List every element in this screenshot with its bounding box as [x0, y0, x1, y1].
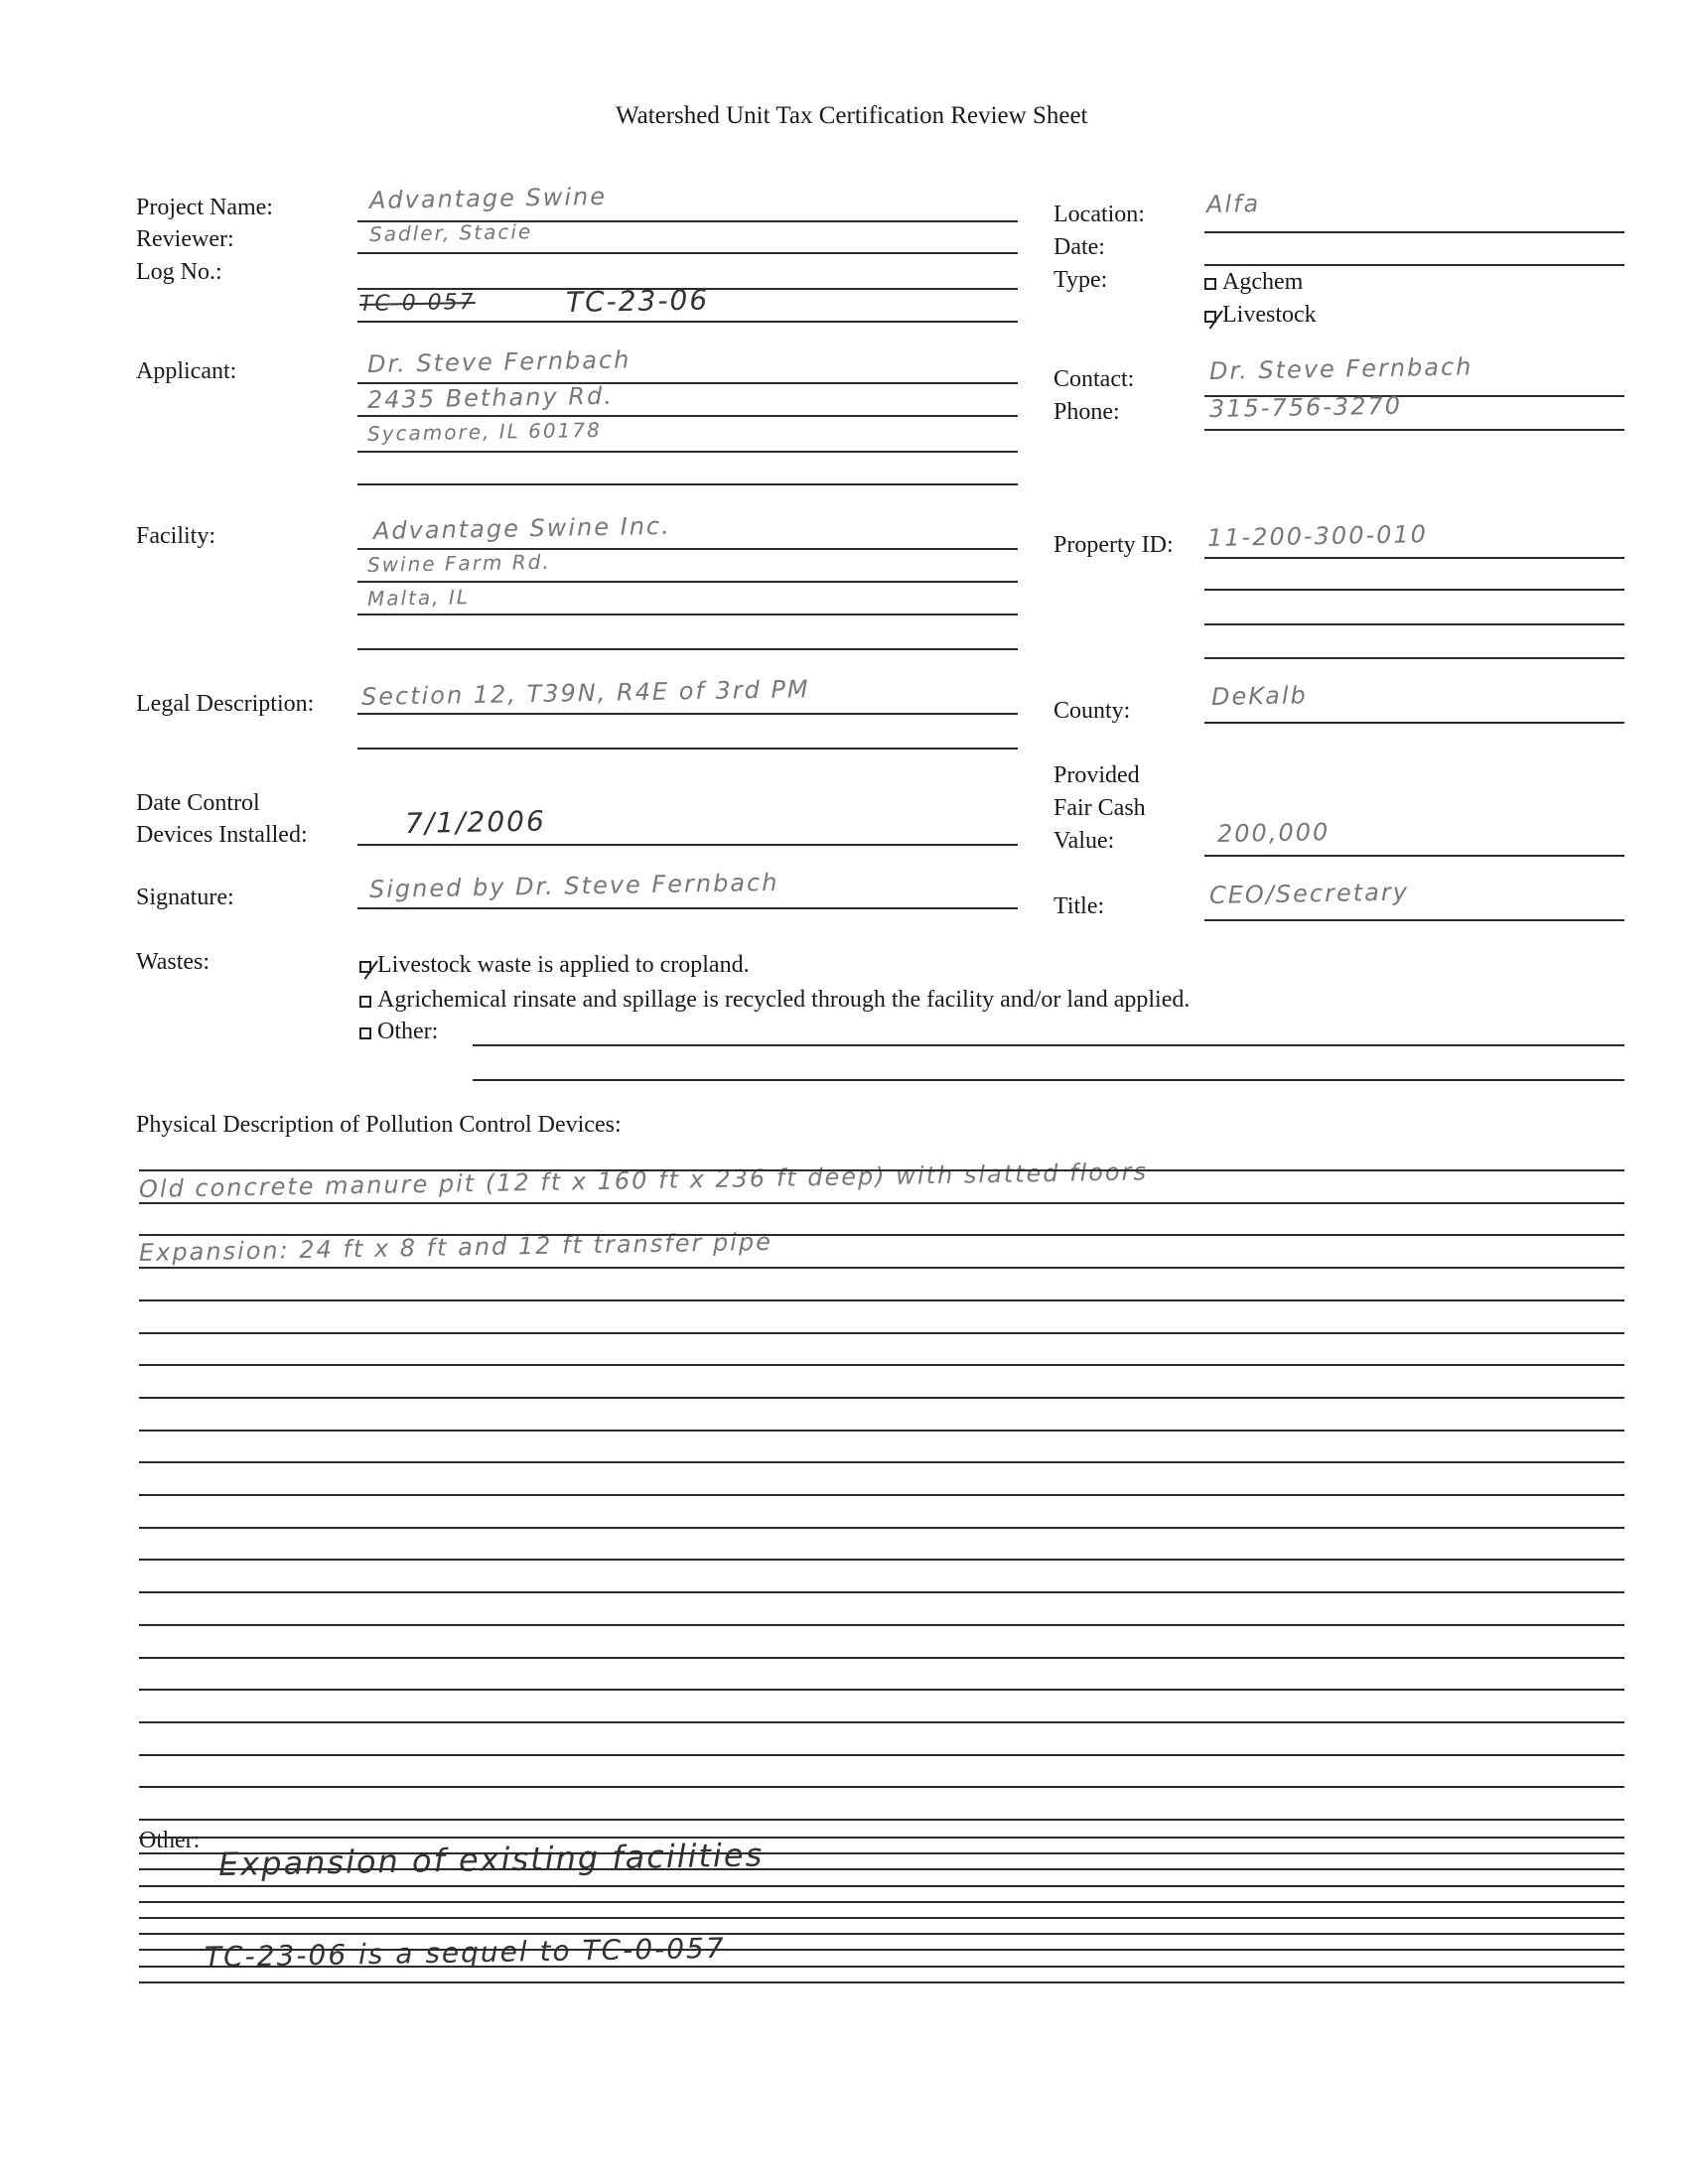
physical-line-18	[139, 1721, 1624, 1723]
legal-description-label: Legal Description:	[136, 691, 315, 717]
physical-line-15	[139, 1624, 1624, 1626]
facility-line-3	[357, 614, 1018, 615]
physical-line-12	[139, 1527, 1624, 1529]
physical-line-14	[139, 1591, 1624, 1593]
location-line	[1204, 231, 1624, 233]
agchem-checkbox[interactable]	[1204, 278, 1216, 290]
reviewer-line	[357, 252, 1018, 254]
other-line-2-value: TC-23-06 is a sequel to TC-0-057	[204, 1931, 726, 1974]
physical-line-7	[139, 1364, 1624, 1366]
date-line	[1204, 264, 1624, 266]
physical-line-1	[139, 1169, 1624, 1171]
physical-line-4	[139, 1267, 1624, 1269]
waste-option-other[interactable]: Other:	[359, 1020, 438, 1043]
physical-line-2	[139, 1202, 1624, 1204]
date-installed-value: 7/1/2006	[404, 804, 547, 840]
other-line-1-value: Expansion of existing facilities	[217, 1836, 765, 1883]
waste-option-agrichemical[interactable]: Agrichemical rinsate and spillage is recycled through the facility and/or land applied.	[359, 988, 1190, 1012]
waste-other-checkbox[interactable]	[359, 1027, 371, 1039]
other-line-2	[139, 1852, 1624, 1854]
devices-installed-label: Devices Installed:	[136, 822, 308, 848]
contact-label: Contact:	[1053, 366, 1135, 392]
contact-value: Dr. Steve Fernbach	[1208, 352, 1474, 385]
date-control-label: Date Control	[136, 790, 260, 816]
facility-line-2-value: Swine Farm Rd.	[366, 549, 551, 577]
title-value: CEO/Secretary	[1208, 878, 1410, 909]
other-line-9	[139, 1966, 1624, 1968]
phone-label: Phone:	[1053, 399, 1120, 425]
property-id-line-3	[1204, 623, 1624, 625]
log-no-struck-value: TC-0-057	[358, 289, 476, 317]
physical-line-8	[139, 1397, 1624, 1399]
fair-cash-label: Fair Cash	[1053, 795, 1146, 821]
other-line-8	[139, 1949, 1624, 1951]
applicant-line-1-value: Dr. Steve Fernbach	[366, 345, 632, 378]
title-line	[1204, 919, 1624, 921]
physical-line-13	[139, 1559, 1624, 1561]
property-id-line-4	[1204, 657, 1624, 659]
physical-line-6	[139, 1332, 1624, 1334]
physical-line-11	[139, 1494, 1624, 1496]
applicant-line-3	[357, 451, 1018, 453]
provided-label: Provided	[1053, 762, 1140, 788]
property-id-line-2	[1204, 589, 1624, 591]
log-no-label: Log No.:	[136, 259, 222, 285]
property-id-line-1	[1204, 557, 1624, 559]
facility-line-1-value: Advantage Swine Inc.	[372, 511, 671, 545]
waste-other-line-2	[473, 1079, 1624, 1081]
fair-cash-line	[1204, 855, 1624, 857]
applicant-label: Applicant:	[136, 358, 237, 384]
reviewer-label: Reviewer:	[136, 226, 234, 252]
physical-description-line-1: Old concrete manure pit (12 ft x 160 ft x 236 ft deep) with slatted floors	[138, 1158, 1149, 1203]
other-line-4	[139, 1885, 1624, 1887]
page-title: Watershed Unit Tax Certification Review Sheet	[616, 102, 1088, 129]
location-value: Alfa	[1205, 190, 1261, 218]
facility-line-3-value: Malta, IL	[366, 585, 471, 611]
agrichemical-checkbox[interactable]	[359, 996, 371, 1008]
physical-description-line-2: Expansion: 24 ft x 8 ft and 12 ft transfer pipe	[138, 1227, 773, 1267]
log-no-value: TC-23-06	[565, 283, 710, 319]
date-installed-line	[357, 844, 1018, 846]
physical-line-16	[139, 1657, 1624, 1659]
facility-line-1	[357, 548, 1018, 550]
applicant-line-4	[357, 483, 1018, 485]
facility-line-2	[357, 581, 1018, 583]
type-label: Type:	[1053, 267, 1108, 293]
location-label: Location:	[1053, 202, 1145, 227]
fair-cash-value: 200,000	[1216, 818, 1331, 848]
type-option-livestock[interactable]: Livestock	[1204, 303, 1317, 327]
other-line-1	[139, 1837, 1624, 1839]
waste-other-line-1	[473, 1044, 1624, 1046]
county-value: DeKalb	[1210, 681, 1308, 711]
physical-line-10	[139, 1461, 1624, 1463]
other-line-6	[139, 1917, 1624, 1919]
county-line	[1204, 722, 1624, 724]
other-line-5	[139, 1901, 1624, 1903]
other-line-10	[139, 1981, 1624, 1983]
project-name-label: Project Name:	[136, 195, 273, 220]
physical-line-19	[139, 1754, 1624, 1756]
physical-line-3	[139, 1234, 1624, 1236]
applicant-line-3-value: Sycamore, IL 60178	[366, 417, 602, 446]
physical-line-5	[139, 1299, 1624, 1301]
physical-line-9	[139, 1430, 1624, 1432]
county-label: County:	[1053, 698, 1131, 724]
livestock-checkbox[interactable]	[1204, 311, 1216, 323]
value-label: Value:	[1053, 828, 1115, 854]
other-line-7	[139, 1933, 1624, 1935]
applicant-line-2-value: 2435 Bethany Rd.	[366, 381, 615, 414]
other-line-3	[139, 1868, 1624, 1870]
applicant-line-2	[357, 415, 1018, 417]
physical-description-label: Physical Description of Pollution Control Devices:	[136, 1112, 622, 1138]
project-name-value: Advantage Swine	[368, 182, 608, 214]
other-label: Other:	[139, 1828, 201, 1853]
physical-line-17	[139, 1689, 1624, 1691]
reviewer-value: Sadler, Stacie	[368, 219, 533, 246]
property-id-value: 11-200-300-010	[1206, 520, 1429, 552]
type-option-agchem[interactable]: Agchem	[1204, 270, 1303, 294]
property-id-label: Property ID:	[1053, 532, 1174, 558]
date-label: Date:	[1053, 234, 1105, 260]
legal-line-2	[357, 748, 1018, 750]
wastes-label: Wastes:	[136, 949, 210, 975]
phone-line	[1204, 429, 1624, 431]
title-field-label: Title:	[1053, 893, 1105, 919]
facility-label: Facility:	[136, 523, 215, 549]
phone-value: 315-756-3270	[1208, 391, 1403, 423]
signature-label: Signature:	[136, 885, 234, 910]
log-line-2	[357, 321, 1018, 323]
physical-line-21	[139, 1819, 1624, 1821]
legal-line-1	[357, 713, 1018, 715]
signature-line	[357, 907, 1018, 909]
signature-value: Signed by Dr. Steve Fernbach	[368, 868, 779, 903]
facility-line-4	[357, 648, 1018, 650]
waste-option-livestock[interactable]: Livestock waste is applied to cropland.	[359, 953, 750, 977]
physical-line-20	[139, 1786, 1624, 1788]
legal-description-value: Section 12, T39N, R4E of 3rd PM	[360, 675, 810, 711]
livestock-waste-checkbox[interactable]	[359, 961, 371, 973]
